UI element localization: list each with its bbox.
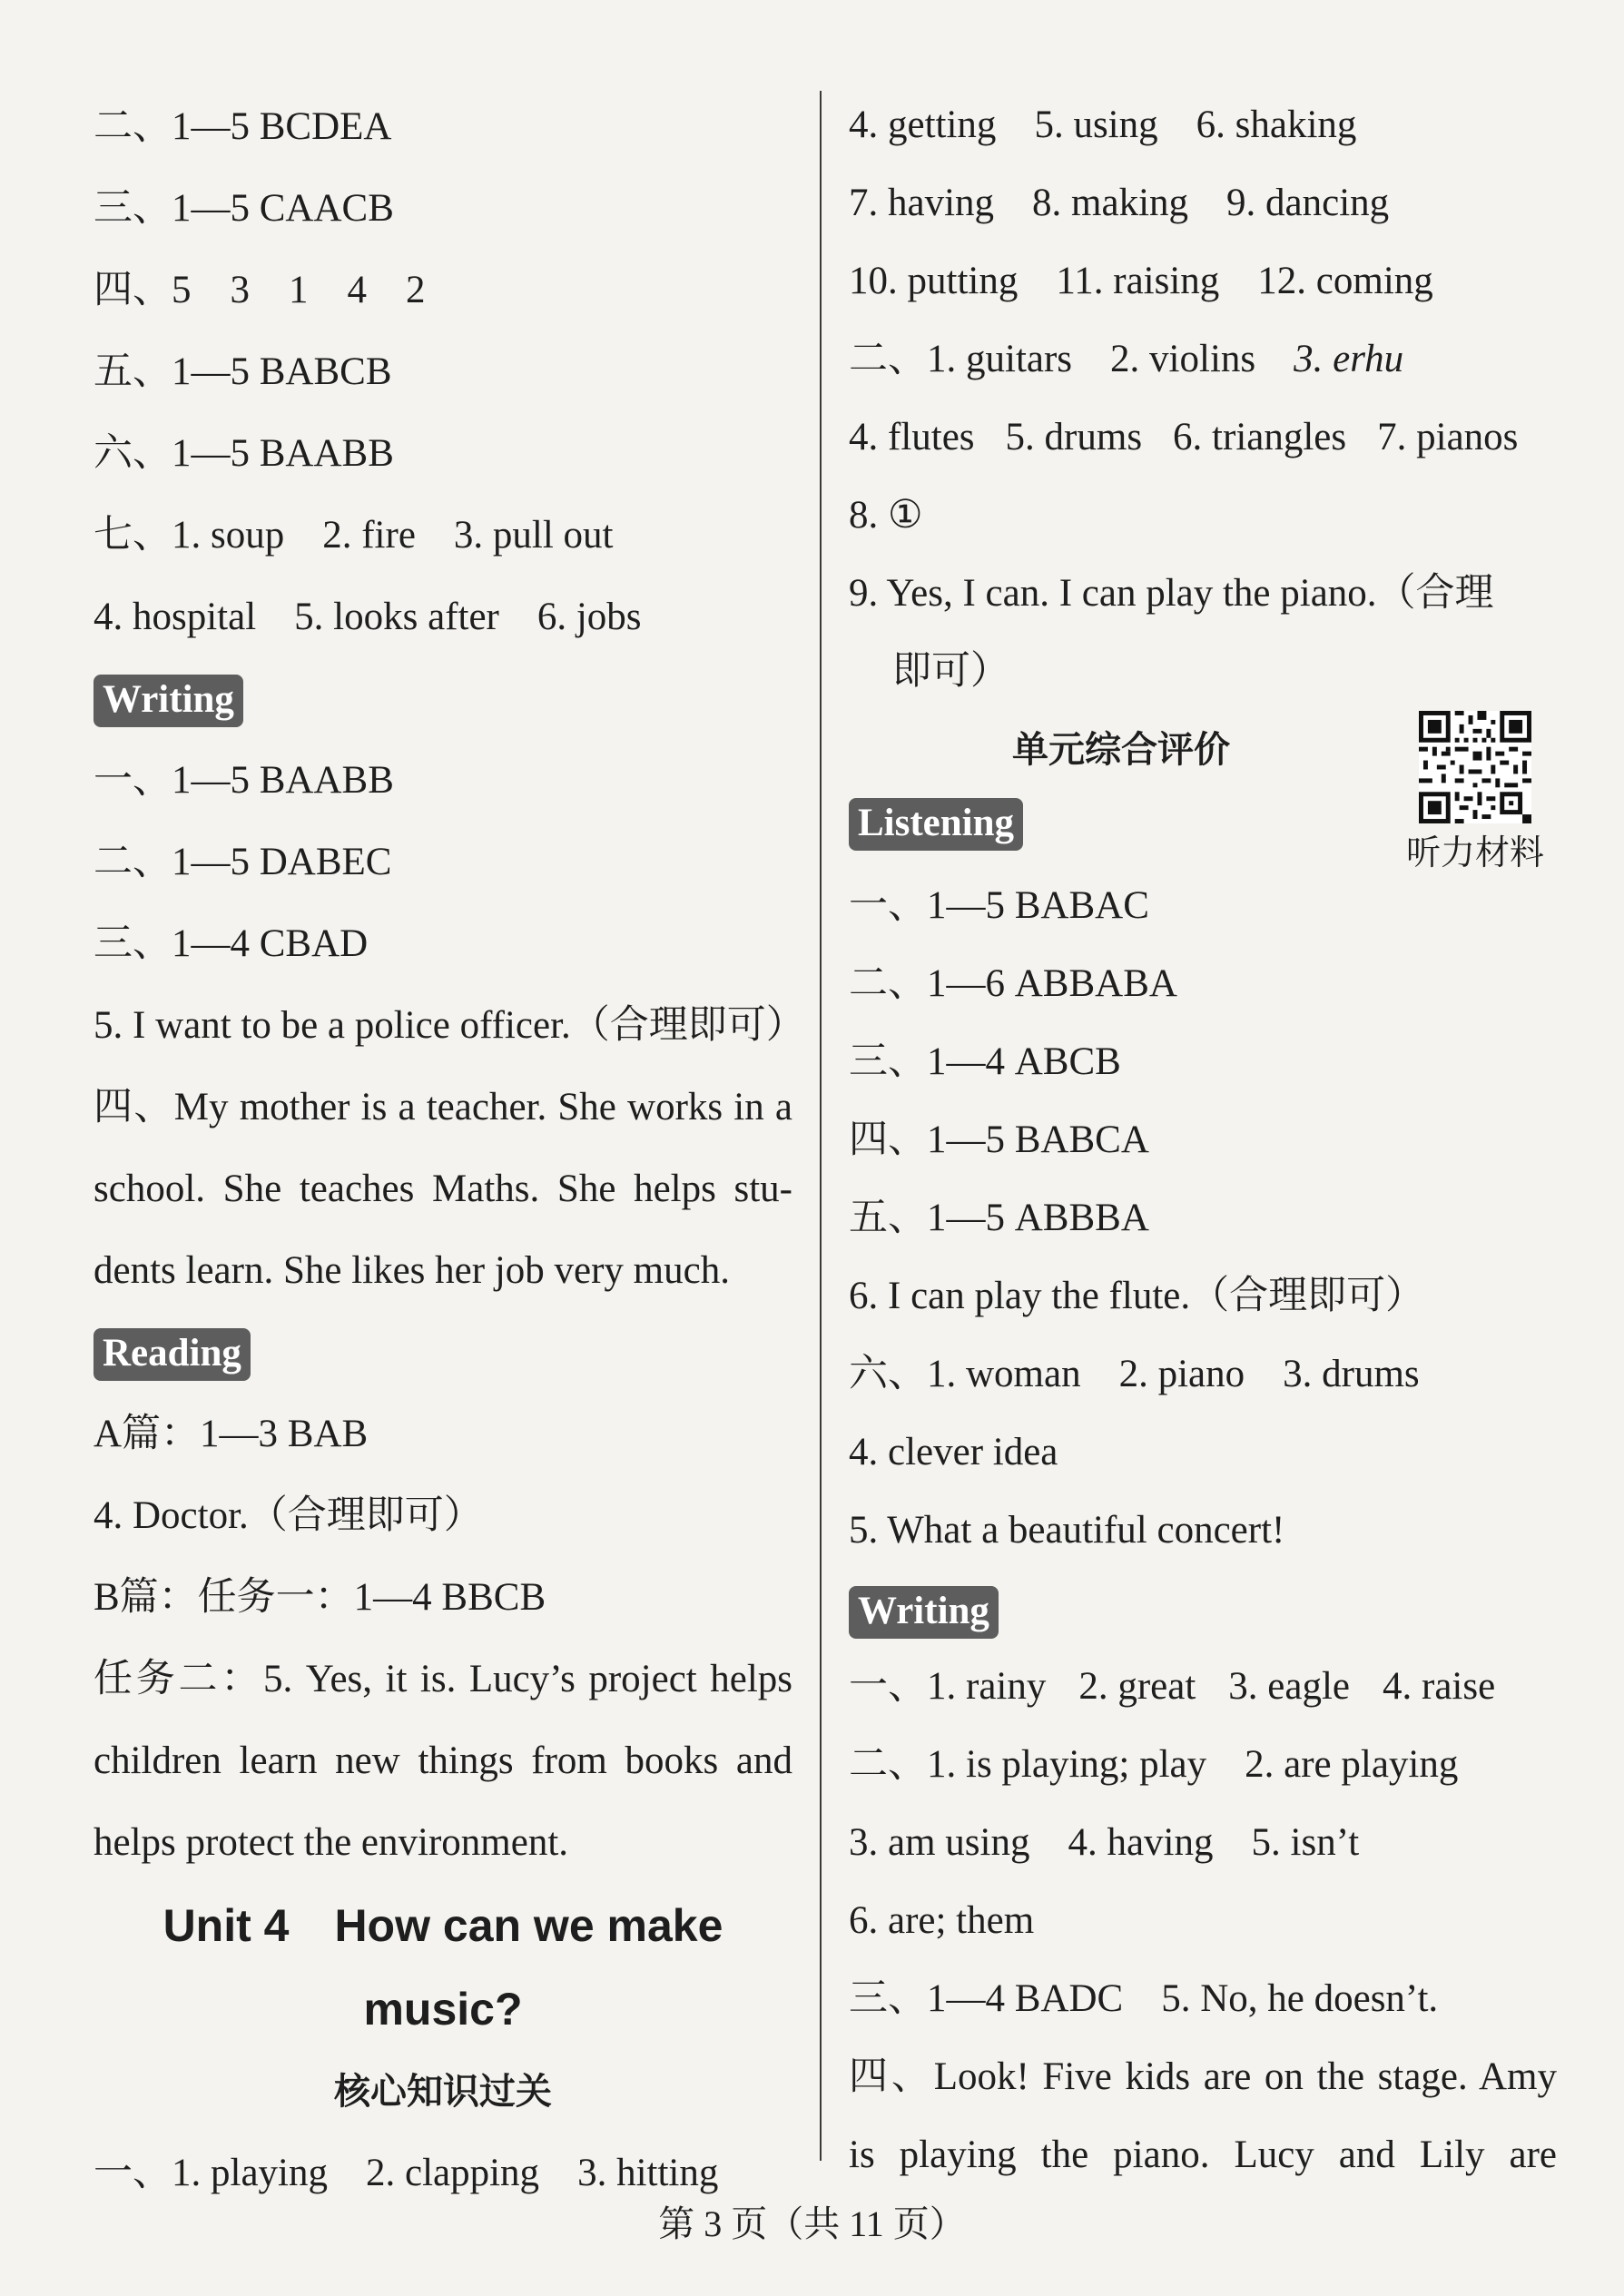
qr-code-icon[interactable]	[1419, 711, 1531, 823]
answer-item: 六、1. woman	[849, 1353, 1081, 1395]
answer-item: 5. using	[1034, 103, 1158, 146]
answer-item: 3. eagle	[1228, 1665, 1350, 1708]
answer-item: 7. pianos	[1377, 416, 1519, 458]
answer-line	[849, 399, 1557, 477]
answer-line: 一、1—5 BAABB	[94, 759, 394, 802]
section-badge-row	[849, 789, 1023, 851]
answer-line	[94, 576, 792, 658]
answer-item: 11. raising	[1056, 260, 1220, 302]
answer-item: 4. having	[1068, 1821, 1214, 1864]
answer-item: 6. shaking	[1196, 103, 1357, 146]
paragraph-line: dents learn. She likes her job very much.	[94, 1249, 730, 1292]
answer-item: 4. raise	[1383, 1665, 1496, 1708]
paragraph-line: 四、My mother is a teacher. She works in a	[94, 1086, 792, 1128]
answer-item: 12. coming	[1257, 260, 1433, 302]
unit-title: Unit 4 How can we make	[162, 1900, 723, 1951]
section-badge-row	[849, 1570, 1557, 1648]
answer-item: 9. dancing	[1226, 182, 1390, 224]
answer-item: 二、1. guitars	[849, 338, 1073, 380]
answer-line: 4. Doctor.（合理即可）	[94, 1494, 483, 1537]
answer-line	[94, 495, 792, 576]
answer-line: 一、1—5 BABAC	[849, 884, 1149, 927]
answer-item: 二、1. is playing; play	[849, 1743, 1207, 1786]
answer-item: 2. clapping	[365, 2152, 540, 2194]
answer-item: 7. having	[849, 182, 995, 224]
answer-line: 5. What a beautiful concert!	[849, 1509, 1285, 1552]
answer-item: 一、1. rainy	[849, 1665, 1047, 1708]
answer-line: 五、1—5 ABBBA	[849, 1197, 1149, 1239]
answer-line	[849, 1335, 1557, 1414]
answer-item: 5. drums	[1005, 416, 1143, 458]
unit-evaluation-header	[849, 711, 1557, 872]
page-number-footer: 第 3 页（共 11 页）	[658, 2203, 966, 2244]
paragraph-line: 任务二：5. Yes, it is. Lucy’s project helps	[94, 1658, 792, 1700]
unit-evaluation-heading: 单元综合评价	[1012, 729, 1230, 771]
answer-line	[849, 164, 1557, 242]
answer-line	[849, 1804, 1557, 1882]
answer-item: 3. am using	[849, 1821, 1030, 1864]
answer-item: 3. pull out	[453, 514, 614, 557]
answer-line: 8. ①	[849, 494, 923, 537]
answer-line	[849, 320, 1557, 399]
answer-item: 2. great	[1078, 1665, 1196, 1708]
answer-item: 七、1. soup	[94, 514, 285, 557]
answer-line	[849, 1648, 1557, 1726]
answer-line: 二、1—6 ABBABA	[849, 962, 1177, 1005]
answer-line	[849, 86, 1557, 164]
left-column	[94, 86, 805, 2214]
answer-line: 三、1—4 CBAD	[94, 922, 369, 965]
answer-item: 4. getting	[849, 103, 997, 146]
answer-line: 六、1—5 BAABB	[94, 432, 394, 475]
paragraph-line: 四、Look! Five kids are on the stage. Amy	[849, 2055, 1557, 2098]
reading-badge: Reading	[94, 1328, 251, 1381]
paragraph-line: is playing the piano. Lucy and Lily are	[849, 2133, 1557, 2176]
answer-item: 6. triangles	[1173, 416, 1347, 458]
qr-caption: 听力材料	[1405, 833, 1544, 872]
answer-line: 6. I can play the flute.（合理即可）	[849, 1275, 1425, 1317]
answer-line: 三、1—5 CAACB	[94, 187, 394, 230]
answer-line	[849, 1960, 1557, 2038]
answer-line: 五、1—5 BABCB	[94, 350, 392, 393]
answer-item: 一、1. playing	[94, 2152, 328, 2194]
answer-item: 10. putting	[849, 260, 1019, 302]
writing-badge: Writing	[94, 675, 243, 727]
answer-item: 5. isn’t	[1251, 1821, 1360, 1864]
qr-block	[1393, 711, 1557, 878]
answer-item: 5. looks after	[294, 596, 499, 638]
answer-line: A篇：1—3 BAB	[94, 1413, 369, 1455]
answer-item: 5. No, he doesn’t.	[1161, 1977, 1439, 2020]
answer-item: 2. piano	[1118, 1353, 1245, 1395]
answer-line	[849, 242, 1557, 320]
section-badge-row	[94, 658, 792, 740]
answer-item-italic: 3. erhu	[1294, 338, 1404, 380]
answer-line: 即可）	[892, 650, 1009, 693]
listening-badge: Listening	[849, 798, 1023, 851]
answer-line: 二、1—5 BCDEA	[94, 105, 392, 148]
answer-item: 4. hospital	[94, 596, 257, 638]
right-column	[849, 86, 1557, 2194]
answer-item: 8. making	[1032, 182, 1189, 224]
answer-item: 6. jobs	[536, 596, 642, 638]
core-knowledge-heading: 核心知识过关	[334, 2071, 552, 2113]
answer-line: 9. Yes, I can. I can play the piano.（合理	[849, 572, 1494, 615]
answer-line: 4. clever idea	[849, 1431, 1058, 1473]
answer-item: 3. drums	[1283, 1353, 1420, 1395]
answer-item: 2. violins	[1110, 338, 1256, 380]
answer-item: 4. flutes	[849, 416, 975, 458]
answer-line: 二、1—5 DABEC	[94, 841, 392, 883]
paragraph-line: children learn new things from books and	[94, 1739, 792, 1782]
answer-item: 3. hitting	[577, 2152, 719, 2194]
answer-item: 三、1—4 BADC	[849, 1977, 1124, 2020]
section-badge-row	[94, 1312, 792, 1394]
answer-line: 5. I want to be a police officer.（合理即可）	[94, 1004, 805, 1047]
answer-line: 四、5 3 1 4 2	[94, 269, 426, 311]
answer-line: 四、1—5 BABCA	[849, 1118, 1149, 1161]
unit-title-continued: music?	[363, 1984, 523, 2035]
writing-badge: Writing	[849, 1586, 999, 1639]
paragraph-line: school. She teaches Maths. She helps stu-	[94, 1168, 792, 1210]
answer-item: 2. are playing	[1245, 1743, 1459, 1786]
answer-line: 三、1—4 ABCB	[849, 1040, 1121, 1083]
paragraph-line: helps protect the environment.	[94, 1821, 569, 1864]
answer-line: 6. are; them	[849, 1899, 1035, 1942]
answer-item: 2. fire	[322, 514, 416, 557]
answer-line	[849, 1726, 1557, 1804]
column-divider	[820, 91, 822, 2161]
answer-line: B篇：任务一：1—4 BBCB	[94, 1576, 546, 1619]
